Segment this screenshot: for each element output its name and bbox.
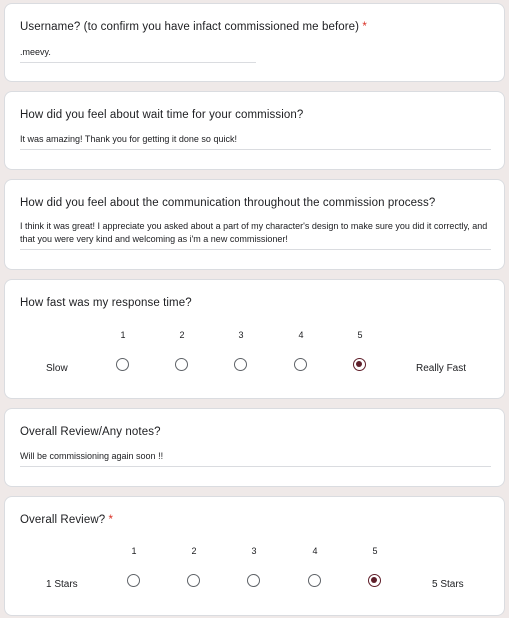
- question-title-notes: Overall Review/Any notes?: [20, 426, 161, 438]
- question-card-overall: [4, 496, 505, 616]
- scale-number-2: 2: [191, 546, 197, 556]
- scale-number-5: 5: [357, 330, 363, 340]
- scale-number-5: 5: [372, 546, 378, 556]
- response-time-radio-2[interactable]: [175, 358, 188, 371]
- scale-high-label: 5 Stars: [432, 579, 464, 590]
- question-card-username: [4, 3, 505, 82]
- wait-time-answer-field[interactable]: It was amazing! Thank you for getting it done so quick!: [20, 133, 491, 150]
- required-asterisk: *: [108, 514, 114, 526]
- scale-low-label: 1 Stars: [46, 579, 78, 590]
- question-title-response-time: How fast was my response time?: [20, 297, 192, 309]
- scale-number-4: 4: [312, 546, 318, 556]
- communication-answer-field[interactable]: I think it was great! I appreciate you asked about a part of my character's design to make sure you did it correctly, and that you were very kind and welcoming as i'm a new commissioner!: [20, 220, 491, 250]
- question-card-communication: [4, 179, 505, 270]
- response-time-radio-3[interactable]: [234, 358, 247, 371]
- scale-number-1: 1: [131, 546, 137, 556]
- scale-number-2: 2: [179, 330, 185, 340]
- question-card-wait-time: [4, 91, 505, 170]
- required-asterisk: *: [362, 21, 367, 33]
- question-card-notes: [4, 408, 505, 487]
- question-title-username: Username? (to confirm you have infact commissioned me before) *: [20, 21, 367, 33]
- scale-number-4: 4: [298, 330, 304, 340]
- response-time-radio-5[interactable]: [353, 358, 366, 371]
- scale-number-3: 3: [251, 546, 257, 556]
- scale-number-1: 1: [120, 330, 126, 340]
- question-card-response-time: [4, 279, 505, 399]
- scale-high-label: Really Fast: [416, 363, 467, 374]
- overall-radio-1[interactable]: [127, 574, 140, 587]
- response-time-radio-4[interactable]: [294, 358, 307, 371]
- question-title-wait-time: How did you feel about wait time for your commission?: [20, 109, 304, 121]
- overall-radio-2[interactable]: [187, 574, 200, 587]
- username-answer-field[interactable]: .meevy.: [20, 46, 256, 63]
- question-title-overall: Overall Review? *: [20, 514, 114, 526]
- response-time-radio-1[interactable]: [116, 358, 129, 371]
- notes-answer-field[interactable]: Will be commissioning again soon !!: [20, 450, 491, 467]
- overall-radio-5[interactable]: [368, 574, 381, 587]
- overall-radio-4[interactable]: [308, 574, 321, 587]
- overall-radio-3[interactable]: [247, 574, 260, 587]
- scale-low-label: Slow: [46, 363, 68, 374]
- scale-number-3: 3: [238, 330, 244, 340]
- question-title-communication: How did you feel about the communication throughout the commission process?: [20, 197, 436, 209]
